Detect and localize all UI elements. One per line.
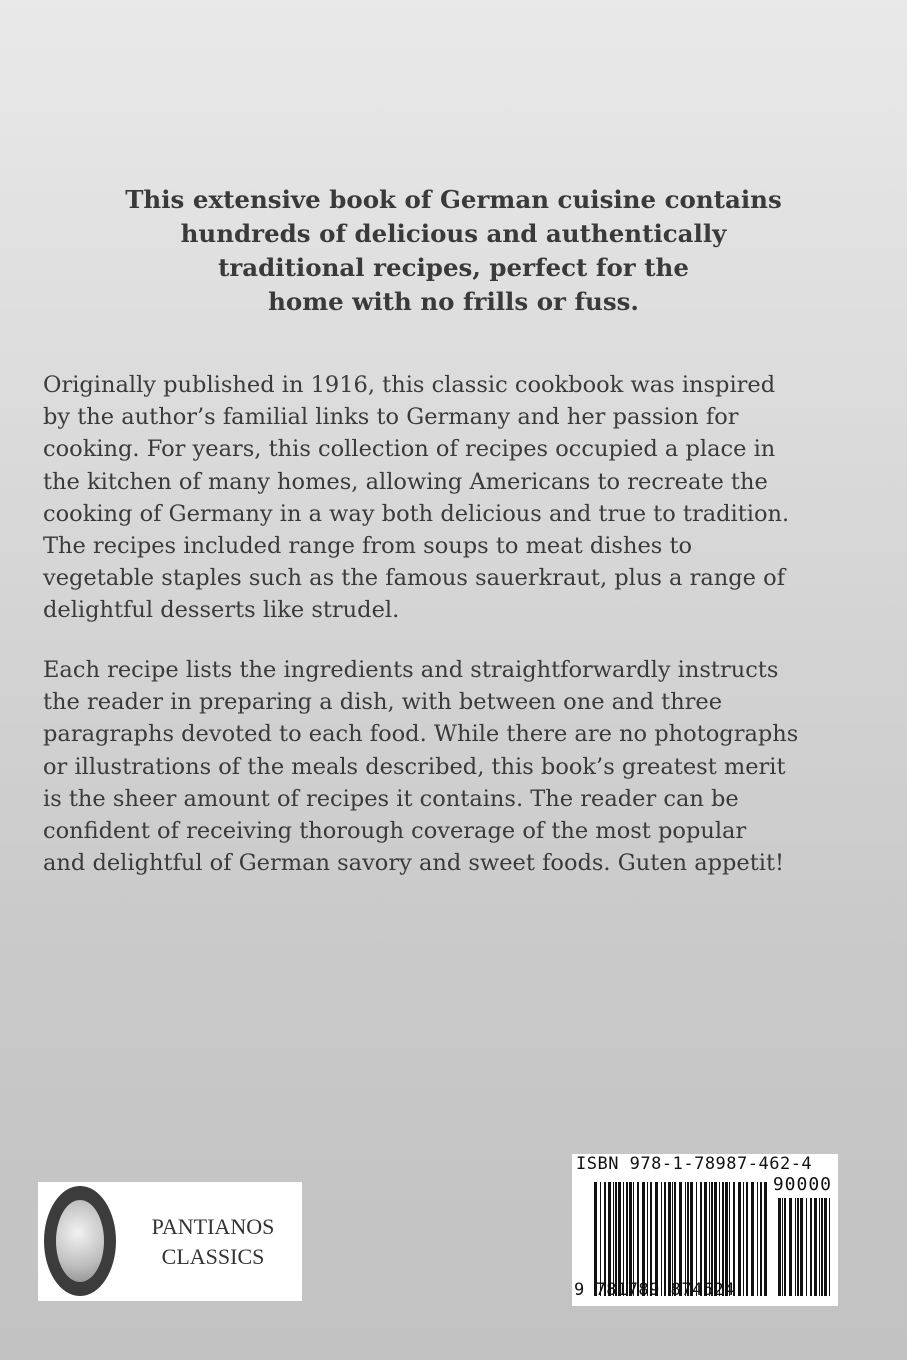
blurb-line: traditional recipes, perfect for the [218,253,689,282]
barcode-bar [782,1198,783,1296]
description-line: confident of receiving thorough coverage of the most popular [43,818,747,845]
blurb [60,183,847,319]
barcode-bar [637,1182,639,1296]
description-line: and delightful of German savory and sweet foods. Guten appetit! [43,850,785,877]
barcode-bar [751,1182,754,1296]
barcode-bar [679,1182,682,1296]
barcode-bar [797,1198,799,1296]
barcode-bar [672,1182,673,1296]
barcode-bar [655,1182,658,1296]
barcode-bar [757,1182,758,1296]
barcode-bar [760,1182,762,1296]
barcode-bar [613,1182,614,1296]
barcode-bar [700,1182,702,1296]
barcode-bar [629,1182,632,1296]
barcode-bar [626,1182,628,1296]
description-line: vegetable staples such as the famous sauerkraut, plus a range of [43,565,786,592]
barcode-bar [729,1182,730,1296]
barcode-bar [594,1182,597,1296]
barcode-bar [743,1182,744,1296]
barcode-bar [642,1182,645,1296]
barcode-bar [829,1198,830,1296]
barcode-bar [725,1182,728,1296]
barcode-bar [615,1182,617,1296]
barcode-bar [690,1182,693,1296]
barcode-bar [664,1182,666,1296]
price-code: 90000 [772,1174,832,1195]
barcode-bar [810,1198,812,1296]
barcode-bar [824,1198,827,1296]
barcode-bar [738,1182,741,1296]
isbn-barcode [572,1154,838,1306]
description-line: paragraphs devoted to each food. While there are no photographs [43,721,799,748]
description-line: Each recipe lists the ingredients and straightforwardly instructs [43,657,779,683]
barcode-bar [784,1198,786,1296]
publisher-name [124,1212,302,1272]
barcode-bar [789,1198,792,1296]
description-paragraph-1 [43,369,873,627]
barcode-bar [778,1198,781,1296]
description-line: by the author’s familial links to Germany and her passion for [43,404,739,431]
description-line: or illustrations of the meals described, this book’s greatest merit [43,753,786,780]
description-line: cooking. For years, this collection of recipes occupied a place in [43,436,776,463]
description-line: Originally published in 1916, this classic cookbook was inspired [43,372,776,398]
barcode-bar [668,1182,671,1296]
barcode-bar [719,1182,720,1296]
isbn-label: ISBN 978-1-78987-462-4 [576,1154,813,1174]
barcode-bar [650,1182,652,1296]
barcode-bar [608,1182,611,1296]
description-line: cooking of Germany in a way both delicious and true to tradition. [43,500,790,527]
barcode-bar [685,1182,686,1296]
description-line: is the sheer amount of recipes it contains. The reader can be [43,785,739,812]
barcode-bar [687,1182,689,1296]
barcode-bar [806,1198,807,1296]
barcode-bar [633,1182,634,1296]
barcode-bar [764,1182,767,1296]
barcode-digits: 9 781789 874624 [574,1280,736,1300]
barcode-bar [623,1182,624,1296]
barcode-bar [709,1182,710,1296]
barcode-bar [600,1182,601,1296]
barcode-bar [618,1182,621,1296]
barcode-bar [746,1182,748,1296]
barcode-bar [722,1182,724,1296]
publisher-line-2: CLASSICS [161,1244,265,1269]
barcode-bar [714,1182,717,1296]
description-line: delightful desserts like strudel. [43,597,400,624]
publisher-line-1: PANTIANOS [151,1214,275,1239]
barcode-bar [674,1182,676,1296]
publisher-logo [38,1182,302,1301]
barcode-bar [604,1182,606,1296]
description-line: the kitchen of many homes, allowing Americans to recreate the [43,468,768,495]
barcode-bar [733,1182,735,1296]
barcode-bar [819,1198,820,1296]
barcode-bar [647,1182,648,1296]
description-line: the reader in preparing a dish, with between one and three [43,689,723,716]
barcode-bar [661,1182,662,1296]
blurb-line: hundreds of delicious and authentically [180,219,727,248]
barcode-bar [800,1198,803,1296]
barcode-bar [696,1182,697,1296]
barcode-bar [795,1198,796,1296]
barcode-bar [704,1182,707,1296]
blurb-line: home with no frills or fuss. [268,287,639,316]
barcode-bar [711,1182,713,1296]
description-paragraph-2 [43,654,873,879]
coin-emblem-icon [44,1186,116,1296]
barcode-bar [821,1198,823,1296]
description-line: The recipes included range from soups to meat dishes to [43,533,693,560]
blurb-line: This extensive book of German cuisine contains [125,185,782,214]
barcode-bar [814,1198,817,1296]
